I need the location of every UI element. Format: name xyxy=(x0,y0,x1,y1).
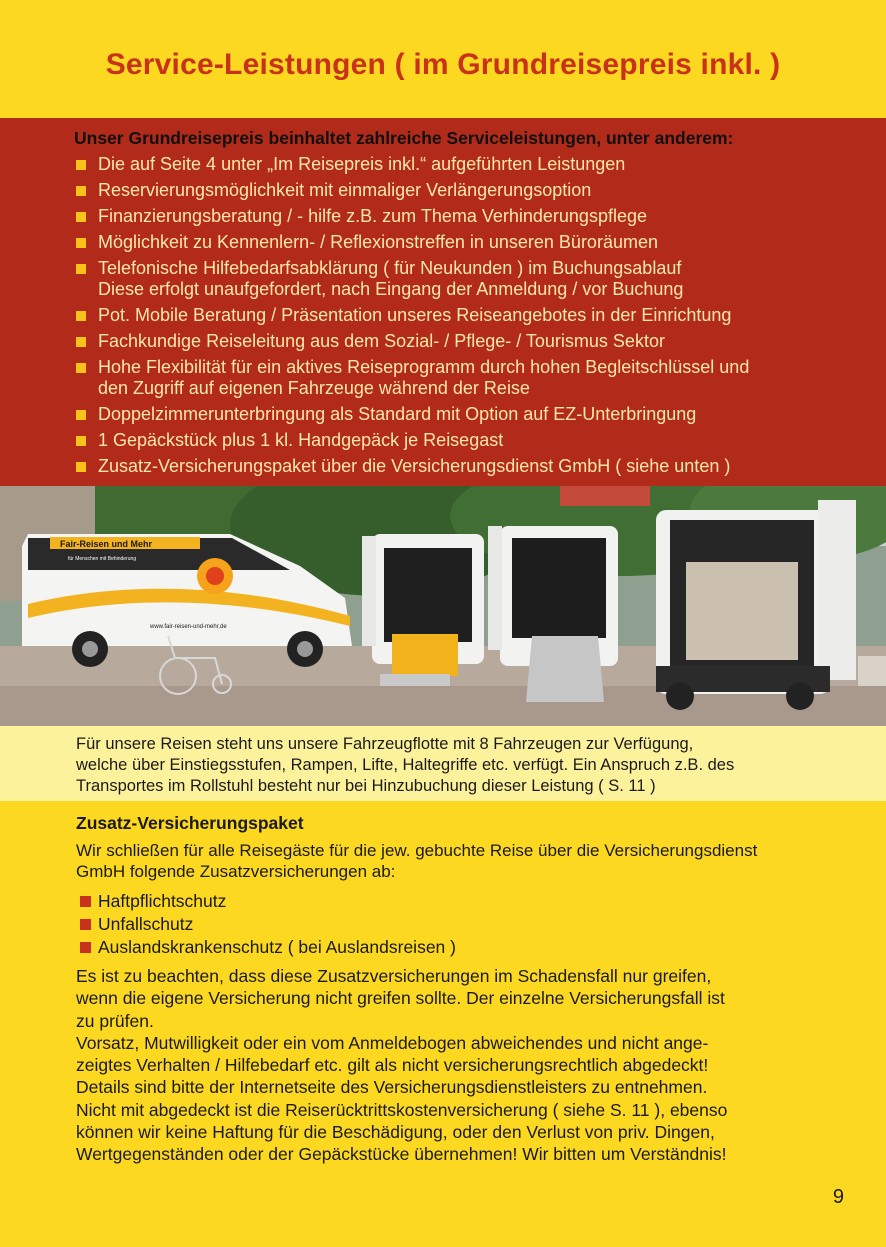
services-list xyxy=(74,154,860,477)
insurance-list xyxy=(76,890,846,959)
square-bullet-icon xyxy=(80,919,91,930)
page-title: Service-Leistungen ( im Grundreisepreis inkl. ) xyxy=(105,48,781,81)
list-item: Fachkundige Reiseleitung aus dem Sozial- / Pflege- / Tourismus Sektor xyxy=(74,331,860,352)
van-url-text: www.fair-reisen-und-mehr.de xyxy=(150,624,227,630)
insurance-heading: Zusatz-Versicherungspaket xyxy=(76,813,304,833)
square-bullet-icon xyxy=(80,896,91,907)
square-bullet-icon xyxy=(76,410,86,420)
page-number: 9 xyxy=(832,1186,844,1208)
square-bullet-icon xyxy=(76,337,86,347)
vehicle-fleet-photo xyxy=(0,486,886,726)
square-bullet-icon xyxy=(76,160,86,170)
square-bullet-icon xyxy=(76,436,86,446)
square-bullet-icon xyxy=(76,462,86,472)
list-item: Zusatz-Versicherungspaket über die Versicherungsdienst GmbH ( siehe unten ) xyxy=(74,456,860,477)
insurance-section xyxy=(76,812,846,1166)
list-item: Finanzierungsberatung / - hilfe z.B. zum Thema Verhinderungspflege xyxy=(74,206,860,227)
list-item: Reservierungsmöglichkeit mit einmaliger Verlängerungsoption xyxy=(74,180,860,201)
caption-band xyxy=(0,726,886,801)
rear-van-lift xyxy=(362,534,484,686)
rear-van-large-ramp xyxy=(656,500,856,710)
list-item: Haftpflichtschutz xyxy=(76,890,846,913)
square-bullet-icon xyxy=(76,238,86,248)
square-bullet-icon xyxy=(76,363,86,373)
list-item: Pot. Mobile Beratung / Präsentation unseres Reiseangebotes in der Einrichtung xyxy=(74,305,860,326)
van-logo-text: Fair-Reisen und Mehr xyxy=(60,539,153,549)
square-bullet-icon xyxy=(80,942,91,953)
list-item: 1 Gepäckstück plus 1 kl. Handgepäck je Reisegast xyxy=(74,430,860,451)
list-item: Möglichkeit zu Kennenlern- / Reflexionstreffen in unseren Büroräumen xyxy=(74,232,860,253)
list-item: Auslandskrankenschutz ( bei Auslandsreisen ) xyxy=(76,936,846,959)
list-item: Telefonische Hilfebedarfsabklärung ( für Neukunden ) im Buchungsablauf Diese erfolgt unaufgefordert, nach Eingang der Anmeldung / vor Buchung xyxy=(74,258,860,300)
square-bullet-icon xyxy=(76,212,86,222)
insurance-intro: Wir schließen für alle Reisegäste für die jew. gebuchte Reise über die Versicherungsdienst GmbH folgende Zusatzversicherungen ab: xyxy=(76,841,758,881)
square-bullet-icon xyxy=(76,311,86,321)
services-section xyxy=(0,118,886,486)
list-item: Die auf Seite 4 unter „Im Reisepreis inkl.“ aufgeführten Leistungen xyxy=(74,154,860,175)
insurance-paragraph: Es ist zu beachten, dass diese Zusatzversicherungen im Schadensfall nur greifen, wenn die eigene Versicherung nicht greifen sollte. Der einzelne Versicherungsfall ist zu prüfen. Vorsatz, Mutwilligkeit oder ein vom Anmeldebogen abweichendes und nicht ange- zeigtes Verhalten / Hilfebedarf etc. gilt als nicht versicherungsrechtlich abgedeckt! Details sind bitte der Internetseite des Versicherungsdienstleisters zu entnehmen. Nicht mit abgedeckt ist die Reiserücktrittskostenversicherung ( siehe S. 11 ), ebenso können wir keine Haftung für die Beschädigung, oder den Verlust von priv. Dingen, Wertgegenständen oder der Gepäckstücke übernehmen! Wir bitten um Verständnis! xyxy=(76,966,728,1165)
list-item: Hohe Flexibilität für ein aktives Reiseprogramm durch hohen Begleitschlüssel und den Zugriff auf eigenen Fahrzeuge während der Reise xyxy=(74,357,860,399)
list-item: Unfallschutz xyxy=(76,913,846,936)
van-tagline-text: für Menschen mit Behinderung xyxy=(68,556,137,562)
square-bullet-icon xyxy=(76,264,86,274)
title-band xyxy=(0,0,886,118)
services-heading: Unser Grundreisepreis beinhaltet zahlreiche Serviceleistungen, unter anderem: xyxy=(74,128,734,148)
photo-caption: Für unsere Reisen steht uns unsere Fahrzeugflotte mit 8 Fahrzeugen zur Verfügung, welche über Einstiegsstufen, Rampen, Lifte, Haltegriffe etc. verfügt. Ein Anspruch z.B. des Transportes im Rollstuhl besteht nur bei Hinzubuchung dieser Leistung ( S. 11 ) xyxy=(76,735,735,795)
square-bullet-icon xyxy=(76,186,86,196)
list-item: Doppelzimmerunterbringung als Standard mit Option auf EZ-Unterbringung xyxy=(74,404,860,425)
